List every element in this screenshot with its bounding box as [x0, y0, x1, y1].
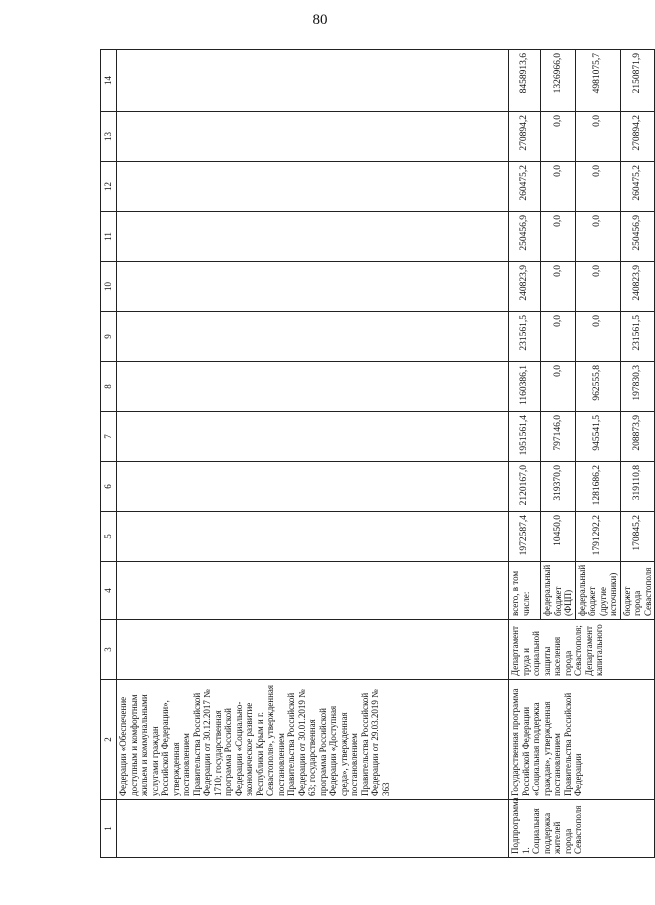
col-number: 4 — [101, 562, 117, 620]
value-cell: 250456,9 — [620, 212, 655, 262]
empty-cell — [117, 312, 509, 362]
value-cell: 231561,5 — [620, 312, 655, 362]
rotated-table-wrapper — [100, 53, 653, 858]
subprogram-name: Подпрограмма 1. Социальная поддержка жителей города Севастополя — [509, 800, 655, 858]
value-cell: 260475,2 — [620, 162, 655, 212]
value-cell: 208873,9 — [620, 412, 655, 462]
col-number: 10 — [101, 262, 117, 312]
empty-cell — [117, 462, 509, 512]
empty-cell — [117, 362, 509, 412]
col-number: 14 — [101, 50, 117, 112]
value-cell: 0,0 — [575, 112, 620, 162]
value-cell: 1972587,4 — [509, 512, 541, 562]
empty-cell — [117, 162, 509, 212]
value-cell: 1281686,2 — [575, 462, 620, 512]
value-cell: 0,0 — [541, 212, 576, 262]
value-cell: 170845,2 — [620, 512, 655, 562]
value-cell: 945541,5 — [575, 412, 620, 462]
value-cell: 0,0 — [541, 262, 576, 312]
empty-cell — [117, 50, 509, 112]
col-number: 5 — [101, 512, 117, 562]
funding-row — [509, 50, 541, 858]
funding-source: федеральный бюджет (ФЦП) — [541, 562, 576, 620]
value-cell: 797146,0 — [541, 412, 576, 462]
value-cell: 260475,2 — [509, 162, 541, 212]
col-number: 13 — [101, 112, 117, 162]
value-cell: 231561,5 — [509, 312, 541, 362]
col-number: 12 — [101, 162, 117, 212]
col-number: 3 — [101, 620, 117, 680]
col-number: 11 — [101, 212, 117, 262]
value-cell: 0,0 — [541, 362, 576, 412]
col-number: 7 — [101, 412, 117, 462]
funding-source: всего, в том числе: — [509, 562, 541, 620]
empty-cell — [117, 562, 509, 620]
value-cell: 319370,0 — [541, 462, 576, 512]
value-cell: 962555,8 — [575, 362, 620, 412]
value-cell: 0,0 — [575, 212, 620, 262]
value-cell: 0,0 — [541, 112, 576, 162]
continuation-row — [117, 50, 509, 858]
value-cell: 4981075,7 — [575, 50, 620, 112]
value-cell: 0,0 — [575, 262, 620, 312]
empty-cell — [117, 512, 509, 562]
value-cell: 8458913,6 — [509, 50, 541, 112]
value-cell: 0,0 — [575, 312, 620, 362]
budget-table — [100, 49, 655, 858]
value-cell: 240823,9 — [509, 262, 541, 312]
value-cell: 250456,9 — [509, 212, 541, 262]
column-number-row — [101, 50, 117, 858]
program-text-continued: Федерации «Обеспечение доступным и комфортным жильем и коммунальными услугами граждан Российской Федерации», утвержденная постановлением Правительства Российской Федерации от 30.12.2017 № 1710; государственная программа Российской Федерации «Социально-экономическое развитие Республики Крым и г. Севастополя», утвержденная постановлением Правительства Российской Федерации от 30.01.2019 № 63; государственная программа Российской Федерации «Доступная среда», утвержденная постановлением Правительства Российской Федерации от 29.03.2019 № 363 — [117, 680, 509, 800]
responsible-executor: Департамент труда и социальной защиты населения города Севастополя; Департамент капитального — [509, 620, 655, 680]
value-cell: 2150871,9 — [620, 50, 655, 112]
col-number: 1 — [101, 800, 117, 858]
col-number: 2 — [101, 680, 117, 800]
page-number: 80 — [312, 12, 328, 28]
col-number: 6 — [101, 462, 117, 512]
funding-source: бюджет города Севастополя — [620, 562, 655, 620]
value-cell: 1326966,0 — [541, 50, 576, 112]
value-cell: 270894,2 — [620, 112, 655, 162]
value-cell: 270894,2 — [509, 112, 541, 162]
value-cell: 2120167,0 — [509, 462, 541, 512]
col-number: 9 — [101, 312, 117, 362]
value-cell: 319110,8 — [620, 462, 655, 512]
empty-cell — [117, 800, 509, 858]
empty-cell — [117, 262, 509, 312]
empty-cell — [117, 412, 509, 462]
funding-source: федеральный бюджет (другие источники) — [575, 562, 620, 620]
value-cell: 10450,0 — [541, 512, 576, 562]
value-cell: 0,0 — [575, 162, 620, 212]
value-cell: 240823,9 — [620, 262, 655, 312]
program-reference: Государственная программа Российской Федерации «Социальная поддержка граждан», утвержденная постановлением Правительства Российской Федерации — [509, 680, 655, 800]
empty-cell — [117, 212, 509, 262]
col-number: 8 — [101, 362, 117, 412]
value-cell: 0,0 — [541, 162, 576, 212]
value-cell: 197830,3 — [620, 362, 655, 412]
empty-cell — [117, 112, 509, 162]
value-cell: 1791292,2 — [575, 512, 620, 562]
empty-cell — [117, 620, 509, 680]
value-cell: 1160386,1 — [509, 362, 541, 412]
value-cell: 1951561,4 — [509, 412, 541, 462]
value-cell: 0,0 — [541, 312, 576, 362]
